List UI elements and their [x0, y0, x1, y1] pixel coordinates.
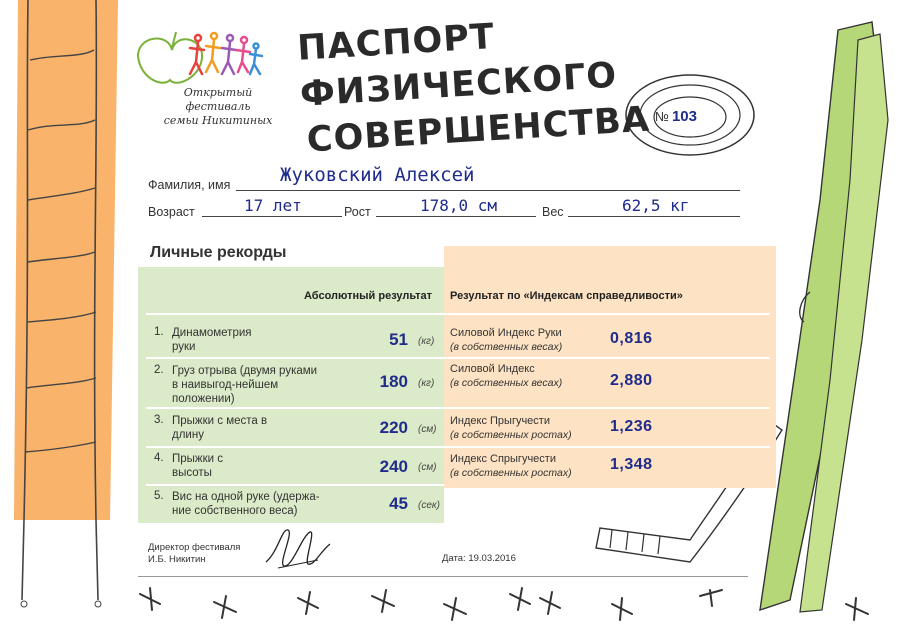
record-number: 4. — [154, 452, 164, 464]
record-label: Прыжки с места в длину — [172, 415, 268, 441]
record-value: 220 — [379, 418, 408, 437]
index-name: Индекс Прыгучести — [450, 415, 550, 427]
festival-logo-graphic — [132, 22, 282, 92]
record-unit: (кг) — [418, 336, 435, 347]
record-unit: (кг) — [418, 378, 435, 389]
record-number: 1. — [154, 326, 164, 338]
passport-number-prefix: № — [655, 109, 669, 124]
record-label: Динамометрия руки — [172, 327, 252, 353]
height-value: 178,0 см — [420, 196, 498, 215]
index-basis: (в собственных весах) — [450, 341, 563, 353]
index-basis: (в собственных ростах) — [450, 429, 572, 441]
weight-underline — [568, 216, 740, 217]
index-value: 1,348 — [610, 456, 653, 473]
rope-ladder-illustration — [0, 0, 120, 636]
index-value: 1,236 — [610, 418, 653, 435]
record-number: 5. — [154, 490, 164, 502]
index-results-header: Результат по «Индексам справедливости» — [450, 290, 683, 302]
weight-label: Вес — [542, 205, 564, 219]
row-divider — [146, 446, 770, 448]
record-value: 45 — [389, 494, 408, 513]
index-name: Индекс Спрыгучести — [450, 453, 556, 465]
director-signature-block — [148, 542, 240, 566]
height-label: Рост — [344, 205, 371, 219]
record-label: Вис на одной руке (удержа-ние собственного веса) — [172, 491, 320, 517]
footer-divider — [138, 576, 748, 577]
record-label: Прыжки с высоты — [172, 453, 224, 479]
title-line2: СОВЕРШЕНСТВА — [305, 99, 652, 161]
date-label: Дата: — [442, 553, 466, 564]
index-basis: (в собственных весах) — [450, 377, 563, 389]
age-underline — [202, 216, 342, 217]
bottom-doodle-marks — [120, 570, 900, 636]
passport-number-value: 103 — [671, 108, 697, 125]
row-divider — [146, 313, 770, 315]
festival-name-line2: семьи Никитиных — [163, 114, 273, 127]
festival-logo — [132, 22, 282, 132]
index-name: Силовой Индекс — [450, 363, 535, 375]
age-label: Возраст — [148, 205, 195, 219]
passport-number — [655, 108, 697, 125]
signature-image — [258, 522, 338, 572]
record-unit: (см) — [418, 424, 437, 435]
record-unit: (сек) — [418, 500, 440, 511]
record-value: 180 — [379, 372, 408, 391]
index-name: Силовой Индекс Руки — [450, 327, 562, 339]
date-field — [442, 553, 516, 564]
festival-name-line1: Открытый фестиваль — [183, 86, 253, 113]
records-section-title: Личные рекорды — [150, 244, 287, 261]
index-label — [450, 414, 600, 442]
date-value: 19.03.2016 — [468, 553, 516, 564]
row-divider — [146, 357, 770, 359]
name-underline — [236, 190, 740, 191]
record-number: 3. — [154, 414, 164, 426]
page-title — [296, 0, 774, 164]
index-label — [450, 362, 600, 390]
record-number: 2. — [154, 364, 164, 376]
director-name: И.Б. Никитин — [148, 554, 206, 565]
absolute-results-header: Абсолютный результат — [304, 290, 433, 302]
index-value: 2,880 — [610, 372, 653, 389]
record-value: 240 — [379, 457, 408, 476]
index-basis: (в собственных ростах) — [450, 467, 572, 479]
name-label: Фамилия, имя — [148, 178, 231, 192]
row-divider — [146, 484, 444, 486]
record-label: Груз отрыва (двумя руками в наивыгод-нейшем положении) — [172, 365, 318, 405]
festival-logo-text — [154, 86, 282, 128]
record-unit: (см) — [418, 462, 437, 473]
index-label — [450, 326, 600, 354]
name-value: Жуковский Алексей — [280, 164, 475, 186]
height-underline — [376, 216, 536, 217]
index-value: 0,816 — [610, 330, 653, 347]
index-label — [450, 452, 600, 480]
director-title: Директор фестиваля — [148, 542, 241, 553]
title-line1: ПАСПОРТ ФИЗИЧЕСКОГО — [296, 16, 619, 115]
age-value: 17 лет — [244, 196, 302, 215]
row-divider — [146, 407, 770, 409]
record-value: 51 — [389, 330, 408, 349]
weight-value: 62,5 кг — [622, 196, 690, 215]
